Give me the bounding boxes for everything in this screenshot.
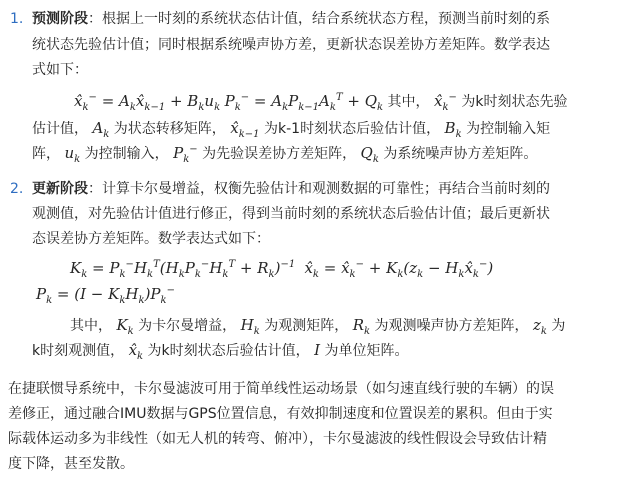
section1-desc-line3	[32, 144, 538, 165]
section1-desc-g: 为控制输入，	[80, 146, 169, 162]
section1-intro-text1: ：根据上一时刻的系统状态估计值，结合系统状态方程，预测当前时刻的系	[88, 11, 550, 27]
covariance-update-equation: $P_k = (I - K_kH_k)P_k^-$	[36, 285, 175, 306]
symbol-R: $R_k$	[352, 316, 371, 337]
symbol-P-prior: $P_k^-$	[173, 144, 198, 165]
section1-desc-line2	[32, 119, 551, 140]
section2-desc-c: 为观测矩阵，	[259, 318, 349, 334]
section1-heading: 预测阶段	[32, 11, 88, 27]
state-prediction-equation: $x̂_k^-$ = $A_kx̂_{k-1} + B_ku_k$	[74, 92, 221, 113]
paragraph-line2: 差修正，通过融合IMU数据与GPS位置信息，有效抑制速度和位置误差的累积。但由于实	[8, 406, 553, 422]
section1-desc-b: 估计值，	[32, 121, 88, 137]
section2-desc-d: 为观测噪声协方差矩阵，	[370, 318, 529, 334]
section2-intro-line2: 观测值，对先验估计值进行修正，得到当前时刻的系统状态后验估计值；最后更新状	[32, 206, 550, 222]
section1-desc-i: 为系统噪声协方差矩阵。	[378, 146, 538, 162]
section1-desc-h: 为先验误差协方差矩阵，	[197, 146, 357, 162]
section1-desc-a: 为k时刻状态先验	[456, 94, 568, 110]
paragraph-line1: 在捷联惯导系统中，卡尔曼滤波可用于简单线性运动场景（如匀速直线行驶的车辆）的误	[8, 381, 554, 397]
section2-intro-line1	[32, 182, 550, 196]
update-formula-line2	[36, 285, 175, 306]
update-formula-line1	[70, 259, 494, 280]
section1-intro-line1	[32, 12, 550, 26]
section2-desc-g: 为k时刻状态后验估计值，	[143, 343, 310, 359]
section2-desc-b: 为卡尔曼增益，	[133, 318, 237, 334]
section1-desc-d: 为k-1时刻状态后验估计值，	[259, 121, 441, 137]
kalman-gain-equation: $K_k = P_k^-H_k^T(H_kP_k^-H_k^T + R_k)^{-1}$	[70, 259, 296, 280]
section2-desc-line2	[32, 341, 409, 362]
symbol-A: $A_k$	[92, 119, 110, 140]
symbol-x-prior: $x̂_k^-$	[434, 92, 457, 113]
section2-desc-e: 为	[546, 318, 566, 334]
state-update-equation: $x̂_k$ = $x̂_k^- + K_k(z_k$ − $H_kx̂_k^-$)	[299, 259, 494, 280]
symbol-u: $u_k$	[64, 144, 81, 165]
paragraph-line3: 际载体运动多为非线性（如无人机的转弯、俯冲），卡尔曼滤波的线性假设会导致估计精	[8, 431, 547, 447]
section1-desc-intro: 其中，	[383, 94, 430, 110]
symbol-H: $H_k$	[240, 316, 260, 337]
list-number-1: 1.	[10, 11, 24, 27]
section2-intro-line3: 态误差协方差矩阵。数学表达式如下：	[32, 231, 270, 247]
section2-desc-line1	[70, 316, 566, 337]
covariance-prediction-equation: $P_k^- = A_kP_{k-1}A_k^T + Q_k$	[224, 92, 384, 113]
symbol-B: $B_k$	[444, 119, 462, 140]
section1-intro-line3: 式如下：	[32, 62, 88, 78]
symbol-x-posterior: $x̂_k$	[128, 341, 144, 362]
section2-intro-text1: ：计算卡尔曼增益，权衡先验估计和观测数据的可靠性；再结合当前时刻的	[88, 181, 550, 197]
list-number-2: 2.	[10, 181, 24, 197]
section1-desc-c: 为状态转移矩阵，	[109, 121, 226, 137]
paragraph-line4: 度下降，甚至发散。	[8, 456, 134, 472]
section2-desc-f: k时刻观测值，	[32, 343, 125, 359]
section2-desc-h: 为单位矩阵。	[320, 343, 409, 359]
section1-desc-f: 阵，	[32, 146, 60, 162]
symbol-z: $z_k$	[532, 316, 547, 337]
prediction-formula-line	[74, 92, 568, 113]
symbol-x-posterior-prev: $x̂_{k-1}$	[230, 119, 260, 140]
symbol-I: I	[314, 341, 321, 359]
symbol-Q: $Q_k$	[360, 144, 379, 165]
section2-heading: 更新阶段	[32, 181, 88, 197]
section2-desc-a: 其中，	[70, 318, 112, 334]
section1-desc-e: 为控制输入矩	[461, 121, 551, 137]
symbol-K: $K_k$	[116, 316, 134, 337]
section1-intro-line2: 统状态先验估计值；同时根据系统噪声协方差，更新状态误差协方差矩阵。数学表达	[32, 37, 550, 53]
